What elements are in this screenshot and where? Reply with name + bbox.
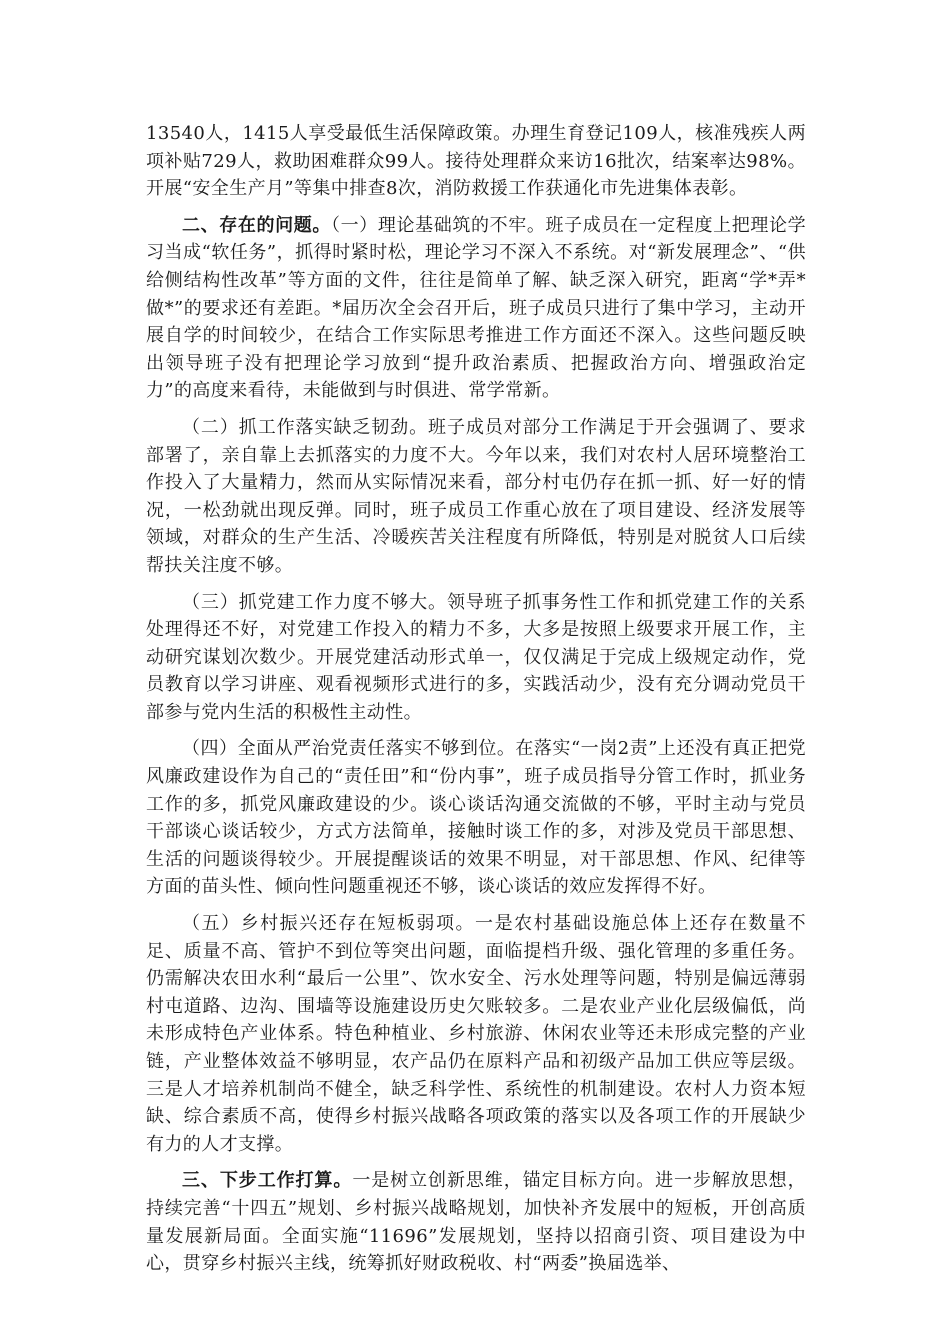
paragraph-text: （五）乡村振兴还存在短板弱项。一是农村基础设施总体上还存在数量不足、质量不高、管护不到位等突出问题，面临提档升级、强化管理的多重任务。仍需解决农田水利“最后一公里”、饮水安全、污水处理等问题，特别是偏远薄弱村屯道路、边沟、围墙等设施建设历史欠账较多。二是农业产业化层级偏低，尚未形成特色产业体系。特色种植业、乡村旅游、休闲农业等还未形成完整的产业链，产业整体效益不够明显，农产品仍在原料产品和初级产品加工供应等层级。三是人才培养机制尚不健全，缺乏科学性、系统性的机制建设。农村人力资本短缺、综合素质不高，使得乡村振兴战略各项政策的落实以及各项工作的开展缺少有力的人才支撑。: [146, 913, 806, 1155]
paragraph-next-steps: [146, 1167, 806, 1277]
paragraph-text: （四）全面从严治党责任落实不够到位。在落实“一岗2责”上还没有真正把党风廉政建设作为自己的“责任田”和“份内事”，班子成员指导分管工作时，抓业务工作的多，抓党风廉政建设的少。谈心谈话沟通交流做的不够，平时主动与党员干部谈心谈话较少，方式方法简单，接触时谈工作的多，对涉及党员干部思想、生活的问题谈得较少。开展提醒谈话的效果不明显，对干部思想、作风、纪律等方面的苗头性、倾向性问题重视还不够，谈心谈话的效应发挥得不好。: [146, 738, 806, 898]
paragraph-text: 13540人，1415人享受最低生活保障政策。办理生育登记109人，核准残疾人两项补贴729人，救助困难群众99人。接待处理群众来访16批次，结案率达98%。开展“安全生产月”等集中排查8次，消防救援工作获通化市先进集体表彰。: [146, 123, 806, 200]
paragraph-problems-2: [146, 414, 806, 580]
section-heading-problems: 二、存在的问题。: [182, 214, 331, 236]
paragraph-text: （一）理论基础筑的不牢。班子成员在一定程度上把理论学习当成“软任务”，抓得时紧时松，理论学习不深入不系统。对“新发展理念”、“供给侧结构性改革”等方面的文件，往往是简单了解、缺乏深入研究，距离“学*弄*做*”的要求还有差距。*届历次全会召开后，班子成员只进行了集中学习，主动开展自学的时间较少，在结合工作实际思考推进工作方面还不深入。这些问题反映出领导班子没有把理论学习放到“提升政治素质、把握政治方向、增强政治定力”的高度来看待，未能做到与时俱进、常学常新。: [146, 214, 806, 402]
paragraph-problems-4: [146, 735, 806, 901]
section-heading-next-steps: 三、下步工作打算。: [182, 1170, 353, 1192]
paragraph-problems-3: [146, 589, 806, 727]
paragraph-text: （二）抓工作落实缺乏韧劲。班子成员对部分工作满足于开会强调了、要求部署了，亲自靠上去抓落实的力度不大。今年以来，我们对农村人居环境整治工作投入了大量精力，然而从实际情况来看，部分村屯仍存在抓一抓、好一好的情况，一松劲就出现反弹。同时，班子成员工作重心放在了项目建设、经济发展等领域，对群众的生产生活、冷暖疾苦关注程度有所降低，特别是对脱贫人口后续帮扶关注度不够。: [146, 416, 806, 576]
paragraph-problems-1: [146, 212, 806, 405]
paragraph-problems-5: [146, 910, 806, 1158]
paragraph-intro: [146, 120, 806, 203]
paragraph-text: （三）抓党建工作力度不够大。领导班子抓事务性工作和抓党建工作的关系处理得还不好，对党建工作投入的精力不多，大多是按照上级要求开展工作，主动研究谋划次数少。开展党建活动形式单一，仅仅满足于完成上级规定动作，党员教育以学习讲座、观看视频形式进行的多，实践活动少，没有充分调动党员干部参与党内生活的积极性主动性。: [146, 591, 806, 723]
document-page: [146, 120, 806, 1287]
paragraph-text: 一是树立创新思维，锚定目标方向。进一步解放思想，持续完善“十四五”规划、乡村振兴战略规划，加快补齐发展中的短板，开创高质量发展新局面。全面实施“11696”发展规划，坚持以招商引资、项目建设为中心，贯穿乡村振兴主线，统筹抓好财政税收、村“两委”换届选举、: [146, 1170, 806, 1275]
